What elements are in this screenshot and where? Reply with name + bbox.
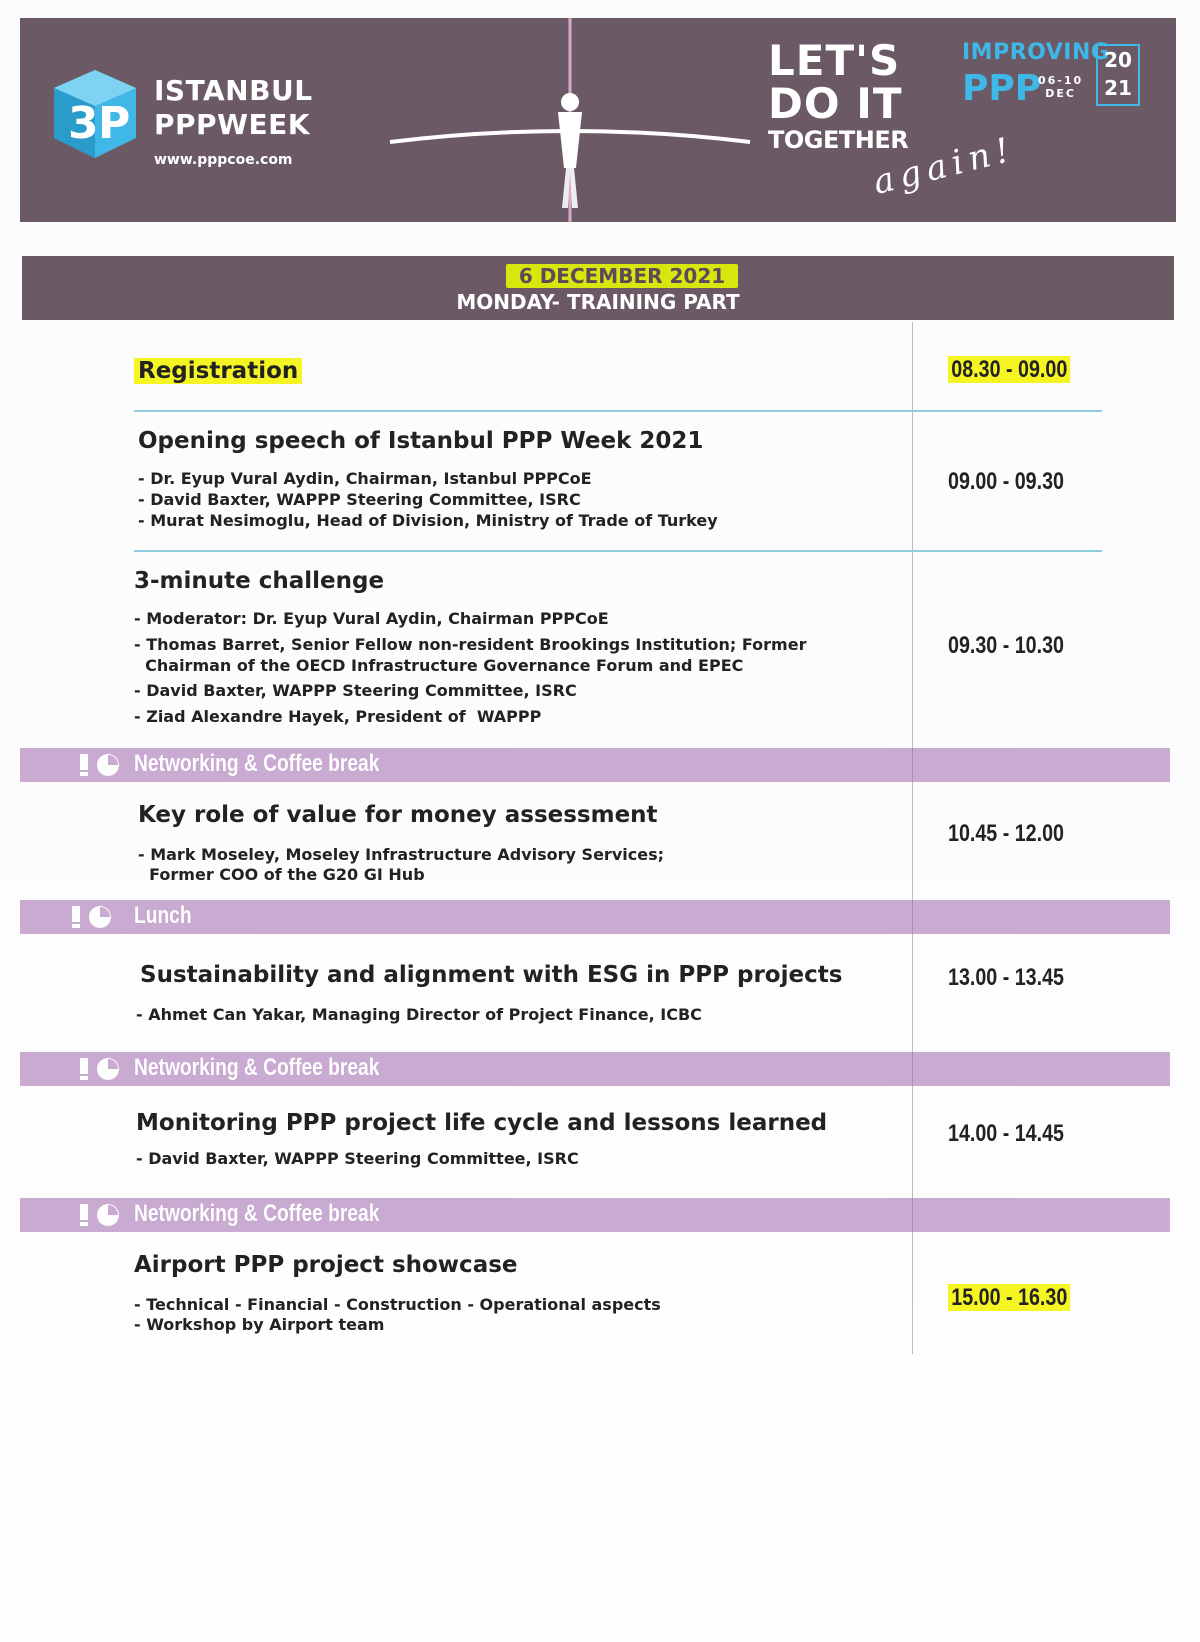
- coffee-clock-icon: [78, 1056, 124, 1082]
- break-bar: [20, 1052, 1170, 1086]
- break-label: Networking & Coffee break: [134, 750, 380, 777]
- session-speaker: - Thomas Barret, Senior Fellow non-resident Brookings Institution; Former: [134, 635, 807, 654]
- session-speaker: - Moderator: Dr. Eyup Vural Aydin, Chairman PPPCoE: [134, 609, 609, 628]
- session-title: Airport PPP project showcase: [134, 1252, 518, 1278]
- slogan-line-1: LET'S: [768, 36, 901, 85]
- break-bar: [20, 748, 1170, 782]
- session-time: 10.45 - 12.00: [948, 820, 1064, 847]
- svg-text:P: P: [98, 98, 131, 149]
- session-speaker: - Workshop by Airport team: [134, 1315, 385, 1334]
- session-separator: [134, 410, 1102, 412]
- session-time: [948, 1284, 1071, 1312]
- pppweek-logo-icon: [50, 66, 140, 162]
- year-top: 20: [1104, 48, 1132, 72]
- event-dates-days: 06-10: [1038, 74, 1084, 87]
- year-bottom: 21: [1104, 76, 1132, 100]
- break-label: Lunch: [134, 902, 192, 929]
- session-speaker: - Technical - Financial - Construction - Operational aspects: [134, 1295, 661, 1314]
- session-title: Monitoring PPP project life cycle and lessons learned: [136, 1110, 828, 1136]
- slogan: [768, 36, 909, 154]
- break-divider: [912, 1198, 913, 1232]
- break-label: Networking & Coffee break: [134, 1200, 380, 1227]
- session-title: Opening speech of Istanbul PPP Week 2021: [138, 428, 704, 454]
- break-divider: [912, 900, 913, 934]
- session-time: 09.30 - 10.30: [948, 632, 1064, 659]
- header-banner: [20, 18, 1176, 222]
- slogan-line-2: DO IT: [768, 79, 903, 128]
- break-label: Networking & Coffee break: [134, 1054, 380, 1081]
- event-dates-month: DEC: [1045, 87, 1076, 100]
- session-speaker: Former COO of the G20 GI Hub: [138, 865, 425, 884]
- brand-url: www.pppcoe.com: [154, 152, 293, 168]
- slogan-script: again!: [869, 129, 1020, 203]
- session-title: Sustainability and alignment with ESG in PPP projects: [140, 962, 843, 988]
- session-speaker: - Dr. Eyup Vural Aydin, Chairman, Istanbul PPPCoE: [138, 469, 592, 488]
- coffee-clock-icon: [78, 752, 124, 778]
- session-title: 3-minute challenge: [134, 568, 385, 594]
- session-speaker: Chairman of the OECD Infrastructure Governance Forum and EPEC: [134, 656, 744, 675]
- coffee-clock-icon: [70, 904, 116, 930]
- tightrope-walker-illustration: [380, 18, 760, 222]
- break-divider: [912, 748, 913, 782]
- improving-label: IMPROVING: [962, 40, 1110, 65]
- session-separator: [134, 550, 1102, 552]
- brand-line-2: PPPWEEK: [154, 108, 310, 141]
- year-badge: [1096, 44, 1140, 106]
- session-speaker: - Mark Moseley, Moseley Infrastructure Advisory Services;: [138, 845, 664, 864]
- break-bar: [20, 1198, 1170, 1232]
- svg-text:3: 3: [68, 98, 99, 149]
- session-time: 14.00 - 14.45: [948, 1120, 1064, 1147]
- session-time: 13.00 - 13.45: [948, 964, 1064, 991]
- brand-line-1: ISTANBUL: [154, 74, 313, 107]
- day-date: 6 DECEMBER 2021: [506, 264, 738, 288]
- session-title-text: Registration: [134, 358, 302, 384]
- break-divider: [912, 1052, 913, 1086]
- session-speaker: - Murat Nesimoglu, Head of Division, Ministry of Trade of Turkey: [138, 511, 718, 530]
- session-title: [134, 358, 302, 384]
- break-bar: [20, 900, 1170, 934]
- session-speaker: - Ziad Alexandre Hayek, President of WAPPP: [134, 707, 542, 726]
- session-time: 09.00 - 09.30: [948, 468, 1064, 495]
- session-speaker: - David Baxter, WAPPP Steering Committee, ISRC: [136, 1149, 579, 1168]
- day-title: MONDAY- TRAINING PART: [456, 290, 740, 314]
- brand-name: [154, 74, 313, 142]
- slogan-line-3: TOGETHER: [768, 126, 909, 154]
- session-speaker: - David Baxter, WAPPP Steering Committee, ISRC: [138, 490, 581, 509]
- session-time-text: 08.30 - 09.00: [948, 356, 1071, 383]
- coffee-clock-icon: [78, 1202, 124, 1228]
- session-title: Key role of value for money assessment: [138, 802, 658, 828]
- day-header: [22, 256, 1174, 320]
- session-speaker: - Ahmet Can Yakar, Managing Director of Project Finance, ICBC: [136, 1005, 702, 1024]
- ppp-label: PPP: [962, 68, 1042, 109]
- session-time: [948, 356, 1071, 384]
- session-time-text: 15.00 - 16.30: [948, 1284, 1071, 1311]
- event-dates: [1038, 74, 1083, 100]
- session-speaker: - David Baxter, WAPPP Steering Committee, ISRC: [134, 681, 577, 700]
